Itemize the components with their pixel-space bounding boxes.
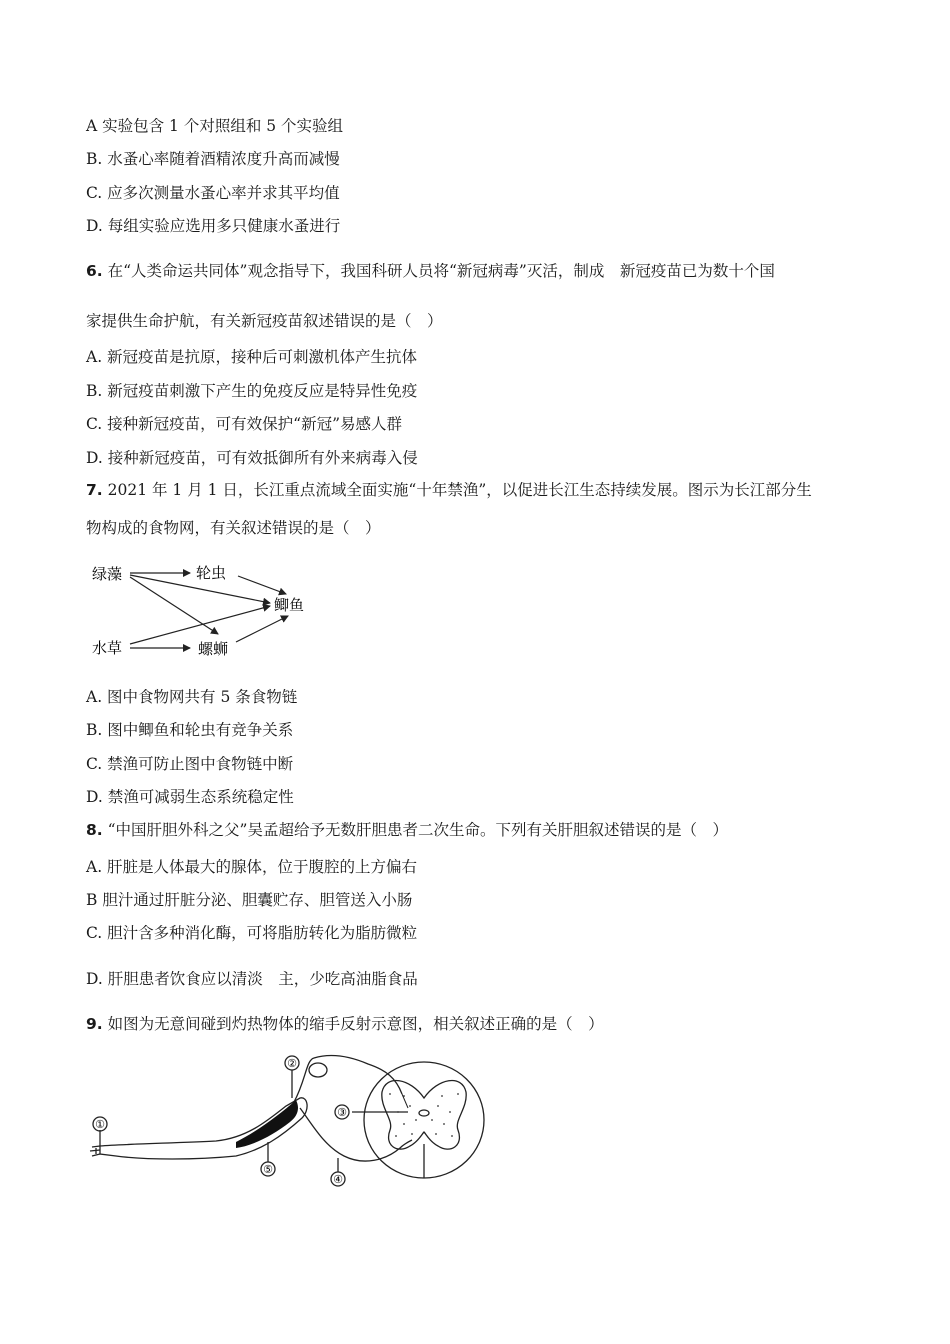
label-1: ① bbox=[95, 1118, 105, 1131]
spinal-grey-matter bbox=[382, 1081, 466, 1150]
neuron-bodies bbox=[402, 1094, 408, 1108]
foodweb-label-rotifer: 轮虫 bbox=[196, 564, 227, 582]
q7-number: 7. bbox=[86, 481, 103, 499]
effector-muscle bbox=[236, 1100, 298, 1148]
q5-option-d: D. 每组实验应选用多只健康水蚤进行 bbox=[86, 217, 341, 235]
q7-option-d: D. 禁渔可减弱生态系统稳定性 bbox=[86, 788, 294, 806]
q8-option-a: A. 肝脏是人体最大的腺体，位于腹腔的上方偏右 bbox=[86, 858, 418, 876]
label-2: ② bbox=[287, 1057, 297, 1070]
label-5: ⑤ bbox=[263, 1163, 273, 1176]
arrow-rotifer-crucian bbox=[238, 576, 286, 594]
q6-stem-line2: 家提供生命护航，有关新冠疫苗叙述错误的是（ ） bbox=[86, 312, 443, 330]
q7-option-c: C. 禁渔可防止图中食物链中断 bbox=[86, 755, 294, 773]
q8-option-b: B 胆汁通过肝脏分泌、胆囊贮存、胆管送入小肠 bbox=[86, 891, 413, 909]
label-4: ④ bbox=[333, 1173, 343, 1186]
hand-fingers bbox=[90, 1146, 100, 1156]
q7-option-a: A. 图中食物网共有 5 条食物链 bbox=[86, 688, 298, 706]
sensory-nerve bbox=[294, 1056, 402, 1102]
q6-option-d: D. 接种新冠疫苗，可有效抵御所有外来病毒入侵 bbox=[86, 449, 418, 467]
central-canal bbox=[419, 1110, 429, 1116]
q8-number: 8. bbox=[86, 821, 103, 839]
arrow-algae-snail bbox=[130, 577, 218, 634]
reflex-arc-diagram bbox=[86, 1050, 496, 1192]
arrow-snail-crucian bbox=[236, 616, 288, 642]
q7-stem-text: 2021 年 1 月 1 日，长江重点流域全面实施“十年禁渔”，以促进长江生态持续发展。图示为长江部分生 bbox=[107, 481, 812, 499]
q7-stem-line1 bbox=[86, 480, 812, 500]
grey-matter-dots bbox=[389, 1093, 459, 1137]
q6-option-b: B. 新冠疫苗刺激下产生的免疫反应是特异性免疫 bbox=[86, 382, 418, 400]
q9-stem-line1 bbox=[86, 1014, 604, 1034]
q6-stem-text: 在“人类命运共同体”观念指导下，我国科研人员将“新冠病毒”灭活，制成 新冠疫苗已为数十个国 bbox=[107, 262, 775, 280]
q9-stem-text: 如图为无意间碰到灼热物体的缩手反射示意图，相关叙述正确的是（ ） bbox=[107, 1015, 604, 1033]
arrow-waterweed-crucian bbox=[130, 606, 270, 644]
foodweb-label-snail: 螺蛳 bbox=[198, 640, 229, 658]
q6-number: 6. bbox=[86, 262, 103, 280]
q7-stem-line2: 物构成的食物网，有关叙述错误的是（ ） bbox=[86, 519, 381, 537]
food-web-diagram bbox=[86, 556, 326, 662]
q8-option-c: C. 胆汁含多种消化酶，可将脂肪转化为脂肪微粒 bbox=[86, 924, 418, 942]
motor-nerve bbox=[300, 1108, 412, 1161]
q5-option-a: A 实验包含 1 个对照组和 5 个实验组 bbox=[86, 117, 344, 135]
foodweb-label-algae: 绿藻 bbox=[92, 565, 123, 583]
label-3: ③ bbox=[337, 1106, 347, 1119]
q6-option-c: C. 接种新冠疫苗，可有效保护“新冠”易感人群 bbox=[86, 415, 403, 433]
foodweb-label-crucian: 鲫鱼 bbox=[274, 596, 305, 614]
dorsal-root-ganglion bbox=[309, 1063, 327, 1077]
q7-option-b: B. 图中鲫鱼和轮虫有竞争关系 bbox=[86, 721, 294, 739]
q6-option-a: A. 新冠疫苗是抗原，接种后可刺激机体产生抗体 bbox=[86, 348, 418, 366]
q5-option-c: C. 应多次测量水蚤心率并求其平均值 bbox=[86, 184, 340, 202]
q8-option-d: D. 肝胆患者饮食应以清淡 主，少吃高油脂食品 bbox=[86, 970, 418, 988]
q8-stem-text: “中国肝胆外科之父”吴孟超给予无数肝胆患者二次生命。下列有关肝胆叙述错误的是（ ） bbox=[107, 821, 728, 839]
q5-option-b: B. 水蚤心率随着酒精浓度升高而减慢 bbox=[86, 150, 340, 168]
q6-stem-line1 bbox=[86, 261, 775, 281]
q8-stem-line1 bbox=[86, 820, 728, 840]
q9-number: 9. bbox=[86, 1015, 103, 1033]
foodweb-label-waterweed: 水草 bbox=[92, 639, 123, 657]
